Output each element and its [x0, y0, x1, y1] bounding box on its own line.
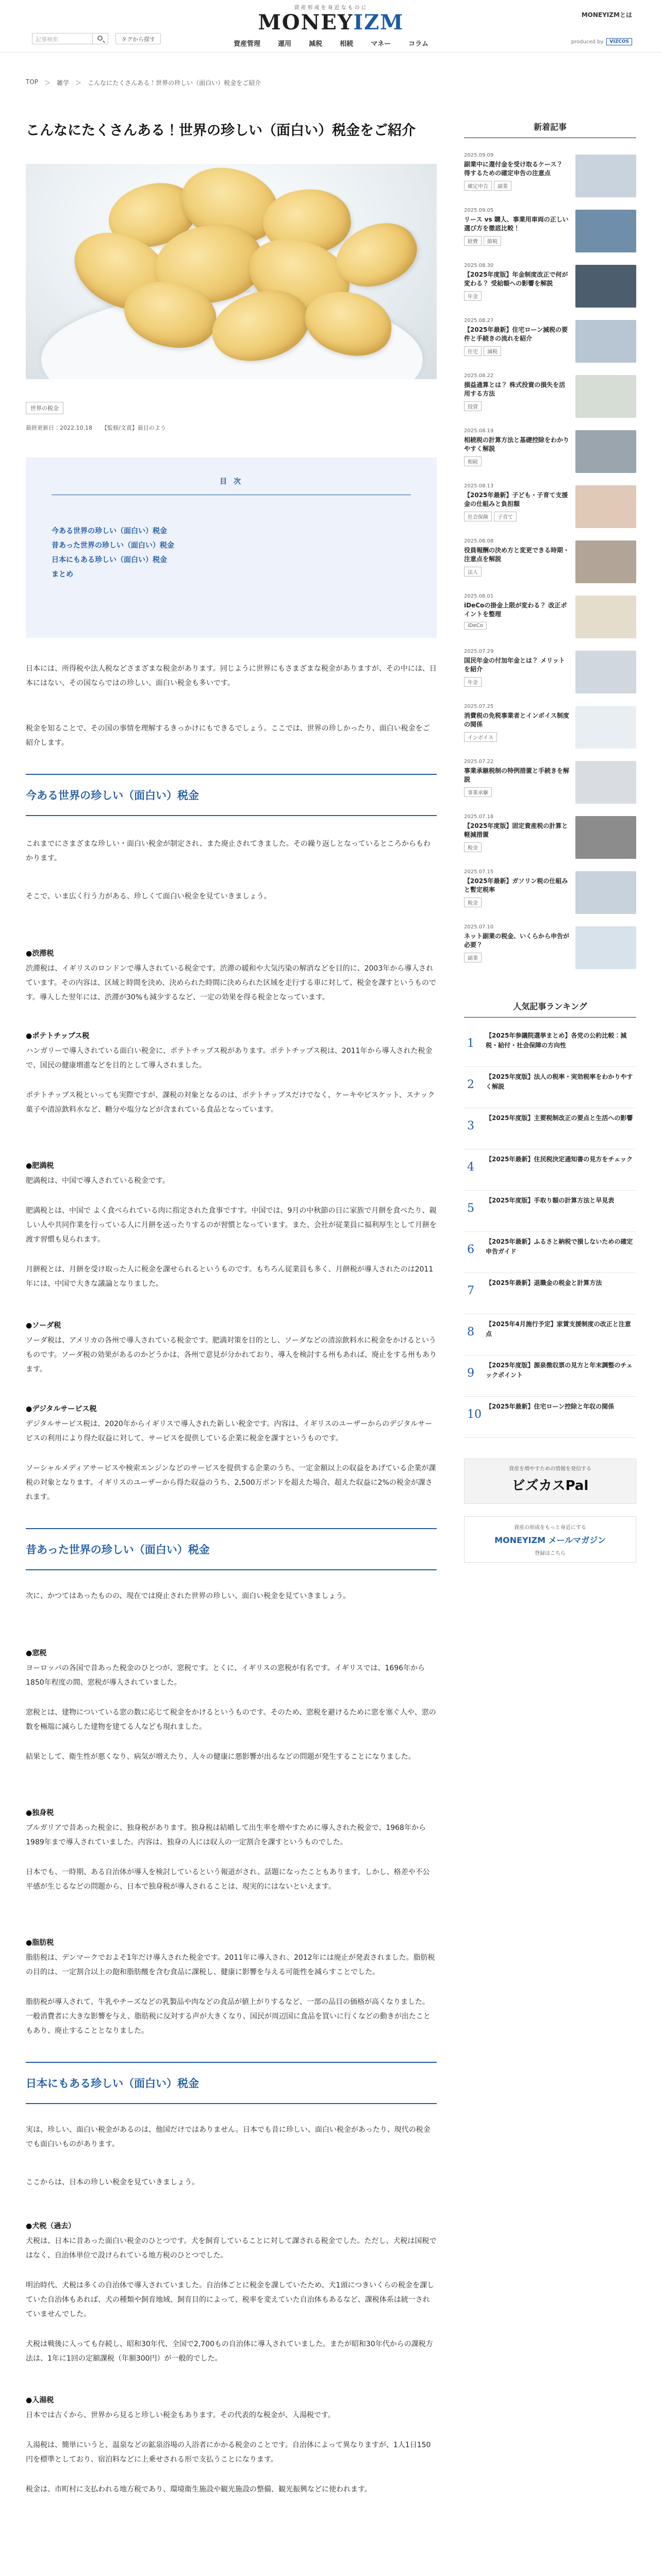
produced-by — [571, 38, 632, 45]
subheading: ●犬税（過去） — [26, 2222, 76, 2230]
article-tag[interactable]: 子育て — [494, 512, 517, 521]
ranking-title[interactable]: 【2025年参議院選挙まとめ】各党の公約比較：減税・給付・社会保障の方向性 — [486, 1032, 627, 1049]
subheading: ●入湯税 — [26, 2396, 54, 2404]
paragraph: 渋滞税は、イギリスのロンドンで導入されている税金です。渋滞の緩和や大気汚染の解消などを目的に、2003年から導入されています。その内容は、区域と時間を決め、決められた時間に決められた区域を走行する車に対して、税金を課すというものです。導入した翌年には、渋滞が30%も減少するなど、一定の効果を得る税金となっています。 — [26, 964, 437, 1002]
new-article-item[interactable] — [464, 152, 636, 208]
article-date: 2025.07.15 — [464, 869, 494, 875]
article-tag[interactable]: 減税 — [484, 346, 501, 356]
article-tag[interactable]: 年金 — [464, 291, 482, 301]
new-article-item[interactable] — [464, 263, 636, 318]
article-date: 2025.08.19 — [464, 428, 494, 434]
paragraph: デジタルサービス税は、2020年からイギリスで導入された新しい税金です。内容は、イギリスのユーザーからのデジタルサービスの利用により得た収益に対して、サービスを提供している企業に税金を課すというものです。 — [26, 1420, 433, 1443]
logo-text-money: MONEY — [258, 10, 354, 35]
article-title[interactable]: 【2025年度版】固定資産税の計算と軽減措置 — [464, 822, 568, 838]
subheading: ●渋滞税 — [26, 950, 54, 958]
ranking-item[interactable] — [464, 1314, 636, 1355]
site-header — [0, 0, 662, 53]
article-tag[interactable]: 税金 — [464, 897, 482, 907]
article-title[interactable]: 【2025年最新】ガソリン税の仕組みと暫定税率 — [464, 877, 568, 893]
ranking-title[interactable]: 【2025年最新】ふるさと納税で損しないための確定申告ガイド — [486, 1238, 633, 1255]
ad-main-text: MONEYIZM メールマガジン — [494, 1535, 606, 1545]
article-title[interactable]: ネット副業の税金、いくらから申告が必要？ — [464, 933, 570, 948]
ranking-title[interactable]: 【2025年最新】住宅ローン控除と年収の関係 — [486, 1403, 615, 1410]
ad-banner-bizcas[interactable] — [464, 1459, 636, 1504]
rank-number: 10 — [467, 1408, 482, 1421]
new-article-item[interactable] — [464, 428, 636, 483]
article-title[interactable]: 損益通算とは？ 株式投資の損失を活用する方法 — [464, 381, 566, 397]
ranking-title[interactable]: 【2025年度版】主要税制改正の要点と生活への影響 — [486, 1114, 633, 1122]
breadcrumb-category[interactable]: 雑学 — [57, 79, 70, 87]
subheading: ●独身税 — [26, 1809, 54, 1817]
ranking-item[interactable] — [464, 1397, 636, 1438]
rank-number: 5 — [467, 1202, 474, 1215]
article-date: 2025.08.27 — [464, 318, 494, 324]
paragraph: 税金は、市町村に支払われる地方税であり、環境衛生施設や観光施設の整備、観光振興などに使われます。 — [26, 2485, 372, 2494]
category-tag[interactable]: 世界の税金 — [26, 402, 63, 414]
paragraph: 犬税は戦後に入っても存続し、昭和30年代、全国で2,700もの自治体に導入されていました。またが昭和30年代からの課税方法は、1年に1回の定額課税（年額300円）が一般的でした。 — [26, 2340, 433, 2363]
article-thumbnail[interactable] — [575, 706, 636, 749]
breadcrumb-current: こんなにたくさんある！世界の珍しい（面白い）税金をご紹介 — [88, 79, 261, 87]
subheading: ●ソーダ税 — [26, 1321, 61, 1330]
subheading: ●脂肪税 — [26, 1939, 54, 1947]
paragraph: 窓税とは、建物についている窓の数に応じて税金をかけるというものです。そのため、窓税を避けるために窓を塞ぐ人や、窓の数を極端に減らした建物を建てる人なども現れました。 — [26, 1708, 436, 1731]
rank-number: 9 — [467, 1367, 474, 1380]
paragraph: 入湯税は、簡単にいうと、温泉などの鉱泉浴場の入浴者にかかる税金のことです。自治体によって異なりますが、1人1日150円を標準としており、宿泊料などに上乗せされる形で支払うことになります。 — [26, 2441, 431, 2464]
article-tag[interactable]: 相続 — [464, 456, 482, 466]
article-meta — [26, 423, 437, 432]
rank-number: 7 — [467, 1284, 474, 1297]
new-articles-list — [464, 152, 636, 979]
ranking-item[interactable] — [464, 1273, 636, 1314]
sidebar — [464, 121, 636, 1563]
updated-date: 最終更新日：2022.10.18 — [26, 425, 92, 431]
subheading: ●デジタルサービス税 — [26, 1405, 97, 1413]
paragraph: 脂肪税が導入されて、牛乳やチーズなどの乳製品や肉などの食品が値上がりするなど、一部の品目の価格が高くなりました。一般消費者に大きな影響を与え、脂肪税に反対する声が大きくなり、国民が周辺国に食品を買いに行くなどの動きが出たこともあり、廃止することとなりました。 — [26, 1998, 431, 2035]
section-heading: 日本にもある珍しい（面白い）税金 — [26, 2062, 437, 2104]
new-article-item[interactable] — [464, 704, 636, 759]
rank-number: 2 — [467, 1078, 474, 1091]
paragraph: 日本でも、一時期、ある自治体が導入を検討しているという報道がされ、話題になったこともあります。しかし、格差や不公平感が生じるなどの問題から、日本で独身税が導入されることは、現実的にはないといえます。 — [26, 1868, 430, 1891]
article-tag[interactable]: 社会保険 — [464, 512, 492, 521]
article-date: 2025.08.13 — [464, 483, 494, 489]
article-title[interactable]: 副業中に還付金を受け取るケース？ 得するための確定申告の注意点 — [464, 161, 563, 177]
nav-item[interactable]: 減税 — [309, 40, 323, 48]
paragraph: ハンガリーで導入されている面白い税金に、ポテトチップス税があります。ポテトチップス税は、2011年から導入された税金で、国民の健康増進などを目的として導入されました。 — [26, 1047, 433, 1070]
article-title[interactable]: 消費税の免税事業者とインボイス制度の関係 — [464, 712, 569, 728]
new-article-item[interactable] — [464, 814, 636, 869]
ranking-list — [464, 1026, 636, 1438]
article-tag[interactable]: 経費 — [464, 236, 482, 246]
paragraph: 月餅税とは、月餅を受け取った人に税金を課せられるというものです。もちろん従業員も多く、月餅税が導入されたのは2011年には、中国で大きな議論となりました。 — [26, 1265, 434, 1288]
ranking-item[interactable] — [464, 1067, 636, 1108]
article-tag[interactable]: 副業 — [494, 181, 511, 191]
article-thumbnail[interactable] — [575, 926, 636, 969]
ranking-title[interactable]: 【2025年度版】源泉徴収票の見方と年末調整のチェックポイント — [486, 1362, 633, 1379]
search-input[interactable]: 記事検索 — [32, 33, 93, 44]
nav-item[interactable]: 運用 — [278, 40, 292, 48]
article-thumbnail[interactable] — [575, 430, 636, 473]
new-article-item[interactable] — [464, 649, 636, 704]
article-date: 2025.08.30 — [464, 263, 494, 268]
breadcrumb-sep: ＞ — [75, 79, 82, 87]
article-tag[interactable]: 副業 — [464, 953, 482, 962]
paragraph: 脂肪税は、デンマークでおよそ1年だけ導入された税金です。2011年に導入され、2012年には廃止が発表されました。脂肪税の目的は、一定割合以上の飽和脂肪酸を含む食品に課税し、健康に影響を与える可能性を減らすことでした。 — [26, 1954, 435, 1976]
article-date: 2025.08.01 — [464, 594, 494, 599]
article-tag[interactable]: 確定申告 — [464, 181, 492, 191]
article-tag[interactable]: 節税 — [484, 236, 501, 246]
toc-link[interactable]: 今ある世界の珍しい（面白い）税金 — [52, 527, 167, 535]
article-tag[interactable]: インボイス — [464, 732, 497, 742]
breadcrumb — [26, 78, 261, 87]
article-thumbnail[interactable] — [575, 155, 636, 197]
vizcos-logo[interactable]: VIZCOS — [606, 38, 632, 45]
ranking-title[interactable]: 【2025年4月施行予定】家賃支援制度の改正と注意点 — [486, 1320, 631, 1337]
new-article-item[interactable] — [464, 924, 636, 979]
paragraph: 実は、珍しい、面白い税金があるのは、他国だけではありません。日本でも昔に珍しい、面白い税金があったり、現代の税金でも面白いものがあります。 — [26, 2126, 431, 2148]
new-article-item[interactable] — [464, 373, 636, 428]
rank-number: 3 — [467, 1120, 474, 1132]
breadcrumb-top[interactable]: TOP — [26, 78, 39, 86]
article-date: 2025.07.10 — [464, 924, 494, 930]
subheading: ●肥満税 — [26, 1162, 54, 1170]
article-date: 2025.08.22 — [464, 373, 494, 379]
new-article-item[interactable] — [464, 594, 636, 649]
nav-item[interactable]: 相続 — [340, 40, 354, 48]
paragraph: ここからは、日本の珍しい税金を見ていきましょう。 — [26, 2178, 199, 2187]
paragraph: 明治時代、犬税は多くの自治体で導入されていました。自治体ごとに税金を課していたため、犬1頭につきいくらの税金を課していた自治体もあれば、犬の種類や飼育地域、飼育目的によって、税率を変えていた自治体もあるなど、課税体系は統一されていませんでした。 — [26, 2281, 435, 2318]
article-date: 2025.09.09 — [464, 152, 494, 158]
article-title[interactable]: 国民年金の付加年金とは？ メリットを紹介 — [464, 657, 565, 673]
ranking-title[interactable]: 【2025年最新】退職金の税金と計算方法 — [486, 1279, 602, 1286]
ad-banner-newsletter[interactable] — [464, 1516, 636, 1563]
ad-small-text: 資産の形成をもっと身近にする — [514, 1525, 586, 1531]
ad-sub-text: 登録はこちら — [535, 1551, 566, 1556]
article-thumbnail[interactable] — [575, 375, 636, 418]
toc-link[interactable]: 昔あった世界の珍しい（面白い）税金 — [52, 541, 174, 550]
intro-paragraph: 税金を知ることで、その国の事情を理解するきっかけにもできるでしょう。ここでは、世界の珍しかったり、面白い税金をご紹介します。 — [26, 724, 430, 747]
paragraph: ブルガリアで昔あった税金に、独身税があります。独身税は結婚して出生率を増やすために導入された税金で、1968年から1989年まで導入されていました。内容は、独身の人には収入の一定割合を課すというものでした。 — [26, 1824, 426, 1846]
section-heading: 昔あった世界の珍しい（面白い）税金 — [26, 1528, 437, 1570]
article-title[interactable]: 【2025年最新】子ども・子育て支援金の仕組みと負担額 — [464, 492, 568, 507]
about-link[interactable]: MONEYIZMとは — [581, 11, 632, 19]
article-title[interactable]: 相続税の計算方法と基礎控除をわかりやすく解説 — [464, 436, 570, 452]
article-thumbnail[interactable] — [575, 761, 636, 804]
article-thumbnail[interactable] — [575, 540, 636, 583]
article-tag[interactable]: 住宅 — [464, 346, 482, 356]
ranking-title[interactable]: 【2025年最新】住民税決定通知書の見方をチェック — [486, 1156, 633, 1163]
logo-tagline: 資産形成を身近なものに — [294, 5, 368, 11]
article-tag[interactable]: 投資 — [464, 401, 482, 411]
tag-search-button[interactable]: タグから探す — [115, 33, 161, 44]
nav-item[interactable]: 資産管理 — [234, 40, 261, 48]
article-date: 2025.07.29 — [464, 649, 494, 654]
ranking-title[interactable]: 【2025年度版】法人の税率・実効税率をわかりやすく解説 — [486, 1073, 633, 1090]
paragraph: ソーシャルメディアサービスや検索エンジンなどのサービスを提供する企業のうち、一定金額以上の収益をあげている企業が課税の対象となります。イギリスのユーザーから得た収益のうち、2,500万ポンドを超えた場合、超えた収益に2%の税金が課されます。 — [26, 1464, 436, 1501]
ranking-item[interactable] — [464, 1232, 636, 1273]
section-heading: 今ある世界の珍しい（面白い）税金 — [26, 774, 437, 816]
article-thumbnail[interactable] — [575, 871, 636, 914]
new-article-item[interactable] — [464, 318, 636, 373]
article-thumbnail[interactable] — [575, 596, 636, 638]
ranking-item[interactable] — [464, 1355, 636, 1397]
rank-number: 1 — [467, 1037, 474, 1050]
global-nav — [0, 38, 662, 48]
article-thumbnail[interactable] — [575, 816, 636, 859]
ranking-heading: 人気記事ランキング — [464, 1000, 636, 1018]
new-article-item[interactable] — [464, 538, 636, 594]
paragraph: 犬税は、日本に昔あった面白い税金のひとつです。犬を飼育していることに対して課される税金でした。ただし、犬税は国税ではなく、自治体単位で設けられている地方税のひとつでした。 — [26, 2237, 437, 2260]
article-title[interactable]: 事業承継税制の特例措置と手続きを解説 — [464, 767, 570, 783]
article-thumbnail[interactable] — [575, 210, 636, 252]
toc-title: 目 次 — [52, 476, 411, 495]
ranking-item[interactable] — [464, 1191, 636, 1232]
intro-paragraph: 日本には、所得税や法人税などさまざまな税金があります。同じように世界にもさまざまな税金がありますが、その中には、日本にはない、その国ならではの珍しい、面白い税金も多いです。 — [26, 665, 437, 687]
ad-main-text: ビズカスPal — [511, 1478, 589, 1494]
article-thumbnail[interactable] — [575, 265, 636, 308]
rank-number: 4 — [467, 1161, 474, 1174]
logo-text-izm: IZM — [353, 10, 404, 35]
toc-link[interactable]: まとめ — [52, 570, 73, 579]
article-title[interactable]: 役員報酬の決め方と変更できる時期・注意点を解説 — [464, 547, 570, 563]
paragraph: ヨーロッパの各国で昔あった税金のひとつが、窓税です。とくに、イギリスの窓税が有名です。イギリスでは、1696年から1850年程度の間、窓税が導入されていました。 — [26, 1664, 425, 1687]
logo[interactable] — [0, 3, 662, 35]
new-article-item[interactable] — [464, 208, 636, 263]
paragraph: これまでにさまざまな珍しい・面白い税金が制定され、また廃止されてきました。その繰り返しとなっているところからもわかります。 — [26, 840, 431, 862]
rank-number: 6 — [467, 1243, 474, 1256]
paragraph: ポテトチップス税といっても実際ですが、課税の対象となるのは、ポテトチップスだけでなく、ケーキやビスケット、スナック菓子や清涼飲料水など、糖分や塩分などが含まれている食品となっています。 — [26, 1091, 435, 1114]
article-tag[interactable]: 税金 — [464, 842, 482, 852]
toc-link[interactable]: 日本にもある珍しい（面白い）税金 — [52, 556, 167, 564]
table-of-contents — [26, 457, 437, 638]
article-thumbnail[interactable] — [575, 651, 636, 693]
paragraph: そこで、いま広く行う力がある、珍しくて面白い税金を見ていきましょう。 — [26, 892, 271, 901]
article-tag[interactable]: 年金 — [464, 677, 482, 687]
paragraph: ソーダ税は、アメリカの各州で導入されている税金です。肥満対策を目的とし、ソーダなどの清涼飲料水に税金をかけるというものです。ソーダ税の効果があるのかどうかは、各州で意見が分かれており、導入を検討する州もあれば、廃止をする州もあります。 — [26, 1336, 437, 1374]
article-title[interactable]: iDeCoの掛金上限が変わる？ 改正ポイントを整理 — [464, 602, 567, 618]
author: 【監修/文責】最目のよう — [101, 425, 166, 431]
paragraph: 肥満税は、中国で導入されている税金です。 — [26, 1177, 170, 1185]
ranking-title[interactable]: 【2025年度版】手取り額の計算方法と早見表 — [486, 1197, 615, 1204]
subheading: ●ポテトチップス税 — [26, 1032, 90, 1040]
article-date: 2025.07.25 — [464, 704, 494, 709]
article-tag[interactable]: 法人 — [464, 567, 482, 577]
new-article-item[interactable] — [464, 759, 636, 814]
article-date: 2025.07.22 — [464, 759, 494, 765]
article-title[interactable]: 【2025年度版】年金制度改正で何が変わる？ 受給額への影響を解説 — [464, 271, 568, 287]
article-tag[interactable]: iDeCo — [464, 622, 487, 630]
article-date: 2025.07.18 — [464, 814, 494, 820]
article-thumbnail[interactable] — [575, 320, 636, 363]
produced-by-label: produced by — [571, 39, 604, 45]
rank-number: 8 — [467, 1326, 474, 1338]
article-title[interactable]: 【2025年最新】住宅ローン減税の要件と手続きの流れを紹介 — [464, 326, 568, 342]
article-date: 2025.08.08 — [464, 538, 494, 544]
subheading: ●窓税 — [26, 1649, 47, 1657]
article-title[interactable]: リース vs 購入、事業用車両の正しい選び方を徹底比較！ — [464, 216, 569, 232]
nav-item[interactable]: コラム — [408, 40, 428, 48]
ranking-item[interactable] — [464, 1026, 636, 1067]
article — [26, 121, 437, 2497]
article-tag[interactable]: 事業承継 — [464, 787, 492, 797]
ranking-item[interactable] — [464, 1149, 636, 1191]
new-articles-heading: 新着記事 — [464, 121, 636, 138]
new-article-item[interactable] — [464, 869, 636, 924]
ranking-item[interactable] — [464, 1108, 636, 1149]
hero-image-potato-chips — [26, 164, 437, 379]
paragraph: 次に、かつてはあったものの、現在では廃止された世界の珍しい、面白い税金を見ていきましょう。 — [26, 1592, 351, 1600]
nav-item[interactable]: マネー — [371, 40, 391, 48]
article-title: こんなにたくさんある！世界の珍しい（面白い）税金をご紹介 — [26, 123, 416, 139]
breadcrumb-sep: ＞ — [44, 79, 51, 87]
new-article-item[interactable] — [464, 483, 636, 538]
paragraph: 結果として、衛生性が悪くなり、病気が増えたり、人々の健康に悪影響が出るなどの問題が発生することになりました。 — [26, 1753, 416, 1761]
article-date: 2025.09.05 — [464, 208, 494, 213]
paragraph: 日本では古くから、世界から見ると珍しい税金もあります。その代表的な税金が、入湯税です。 — [26, 2411, 335, 2419]
paragraph: 肥満税とは、中国で よく食べられている肉に指定された食事ですす。中国では、9月の中秋節の日に家族で月餅を食べたり、親しい人や共同作業を行っている人に月餅を送ったりするのが習慣となっています。また、会社が従業員に福利厚生として月餅を渡す習慣も見られます。 — [26, 1207, 437, 1244]
ad-small-text: 資産を増やすための情報を発信する — [509, 1466, 591, 1472]
article-thumbnail[interactable] — [575, 485, 636, 528]
